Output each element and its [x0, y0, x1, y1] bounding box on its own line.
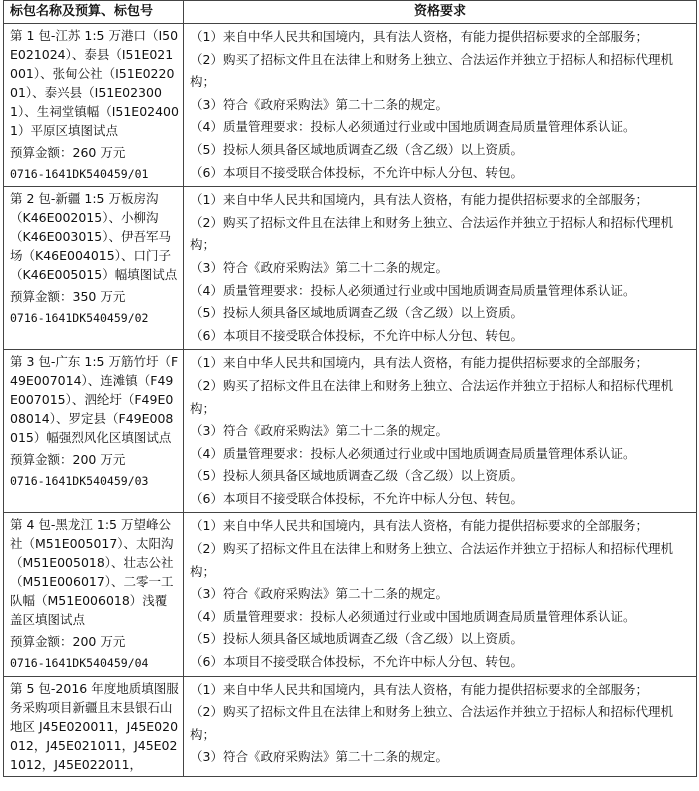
requirement-item: （4）质量管理要求：投标人必须通过行业或中国地质调查局质量管理体系认证。 [190, 282, 636, 298]
header-package-column: 标包名称及预算、标包号 [4, 1, 184, 24]
package-budget: 预算金额：350 万元 [10, 289, 126, 305]
requirement-item: （5）投标人须具备区域地质调查乙级（含乙级）以上资质。 [190, 305, 523, 321]
package-budget: 预算金额：260 万元 [10, 145, 126, 160]
package-code: 0716-1641DK540459/04 [10, 656, 149, 671]
requirement-item: （2）购买了招标文件且在法律上和财务上独立、合法运作并独立于招标人和招标代理机构； [190, 704, 673, 742]
package-code: 0716-1641DK540459/02 [10, 311, 149, 326]
package-info-cell [4, 24, 184, 187]
requirement-item: （3）符合《政府采购法》第二十二条的规定。 [190, 96, 448, 112]
requirement-item: （1）来自中华人民共和国境内，具有法人资格，有能力提供招标要求的全部服务； [190, 518, 648, 534]
requirement-item: （3）符合《政府采购法》第二十二条的规定。 [190, 259, 448, 275]
requirement-item: （6）本项目不接受联合体投标，不允许中标人分包、转包。 [190, 490, 523, 506]
package-info-cell [4, 187, 184, 350]
qualification-table [3, 0, 697, 777]
package-code: 0716-1641DK540459/03 [10, 474, 149, 489]
table-row [4, 187, 697, 350]
requirements-cell [184, 187, 697, 350]
requirement-item: （3）符合《政府采购法》第二十二条的规定。 [190, 586, 448, 602]
requirements-cell [184, 513, 697, 676]
requirement-item: （4）质量管理要求：投标人必须通过行业或中国地质调查局质量管理体系认证。 [190, 608, 636, 624]
requirement-item: （1）来自中华人民共和国境内，具有法人资格，有能力提供招标要求的全部服务； [190, 29, 648, 44]
package-info-cell [4, 350, 184, 513]
table-row [4, 513, 697, 676]
requirements-cell [184, 350, 697, 513]
requirement-item: （2）购买了招标文件且在法律上和财务上独立、合法运作并独立于招标人和招标代理机构； [190, 541, 673, 579]
requirement-item: （1）来自中华人民共和国境内，具有法人资格，有能力提供招标要求的全部服务； [190, 355, 648, 371]
package-name: 第 3 包-广东 1:5 万筋竹圩（F49E007014）、连滩镇（F49E007015）、泗纶圩（F49E008014）、罗定县（F49E008015）幅强烈风化区填图试点 [10, 354, 179, 446]
package-name: 第 4 包-黑龙江 1:5 万望峰公社（M51E005017）、太阳沟（M51E005018）、壮志公社（M51E006017）、二零一工队幅（M51E006018）浅覆盖区填图试点 [10, 517, 174, 628]
package-name: 第 5 包-2016 年度地质填图服务采购项目新疆且末县银石山地区 J45E020011，J45E020012，J45E021011，J45E021012，J45E022011， [10, 680, 179, 772]
requirement-item: （6）本项目不接受联合体投标，不允许中标人分包、转包。 [190, 164, 523, 180]
package-code: 0716-1641DK540459/01 [10, 167, 149, 181]
requirement-item: （5）投标人须具备区域地质调查乙级（含乙级）以上资质。 [190, 468, 523, 484]
requirement-item: （6）本项目不接受联合体投标，不允许中标人分包、转包。 [190, 654, 523, 670]
package-info-cell [4, 676, 184, 776]
package-name: 第 1 包-江苏 1:5 万港口（I50E021024）、泰县（I51E021001）、张甸公社（I51E022001）、泰兴县（I51E023001）、生祠堂镇幅（I51E024001）平原区填图试点 [10, 28, 179, 138]
requirement-item: （5）投标人须具备区域地质调查乙级（含乙级）以上资质。 [190, 631, 523, 647]
requirement-item: （6）本项目不接受联合体投标，不允许中标人分包、转包。 [190, 327, 523, 343]
requirement-item: （2）购买了招标文件且在法律上和财务上独立、合法运作并独立于招标人和招标代理机构； [190, 51, 673, 90]
package-info-cell [4, 513, 184, 676]
header-requirements-column: 资格要求 [184, 1, 697, 24]
table-body [4, 24, 697, 777]
requirement-item: （4）质量管理要求：投标人必须通过行业或中国地质调查局质量管理体系认证。 [190, 445, 636, 461]
package-budget: 预算金额：200 万元 [10, 634, 126, 650]
table-row [4, 24, 697, 187]
requirement-item: （3）符合《政府采购法》第二十二条的规定。 [190, 749, 448, 765]
package-budget: 预算金额：200 万元 [10, 452, 126, 468]
requirement-item: （5）投标人须具备区域地质调查乙级（含乙级）以上资质。 [190, 141, 523, 157]
requirement-item: （2）购买了招标文件且在法律上和财务上独立、合法运作并独立于招标人和招标代理机构； [190, 377, 673, 416]
table-row [4, 350, 697, 513]
table-row [4, 676, 697, 776]
requirements-cell [184, 676, 697, 776]
requirement-item: （2）购买了招标文件且在法律上和财务上独立、合法运作并独立于招标人和招标代理机构； [190, 214, 673, 253]
requirements-cell [184, 24, 697, 187]
requirement-item: （1）来自中华人民共和国境内，具有法人资格，有能力提供招标要求的全部服务； [190, 192, 648, 208]
package-name: 第 2 包-新疆 1:5 万板房沟（K46E002015）、小柳沟（K46E003015）、伊吾军马场（K46E004015）、口门子（K46E005015）幅填图试点 [10, 191, 178, 283]
requirement-item: （4）质量管理要求：投标人必须通过行业或中国地质调查局质量管理体系认证。 [190, 119, 636, 135]
table-header-row [4, 1, 697, 24]
requirement-item: （3）符合《政府采购法》第二十二条的规定。 [190, 423, 448, 439]
requirement-item: （1）来自中华人民共和国境内，具有法人资格，有能力提供招标要求的全部服务； [190, 681, 648, 697]
